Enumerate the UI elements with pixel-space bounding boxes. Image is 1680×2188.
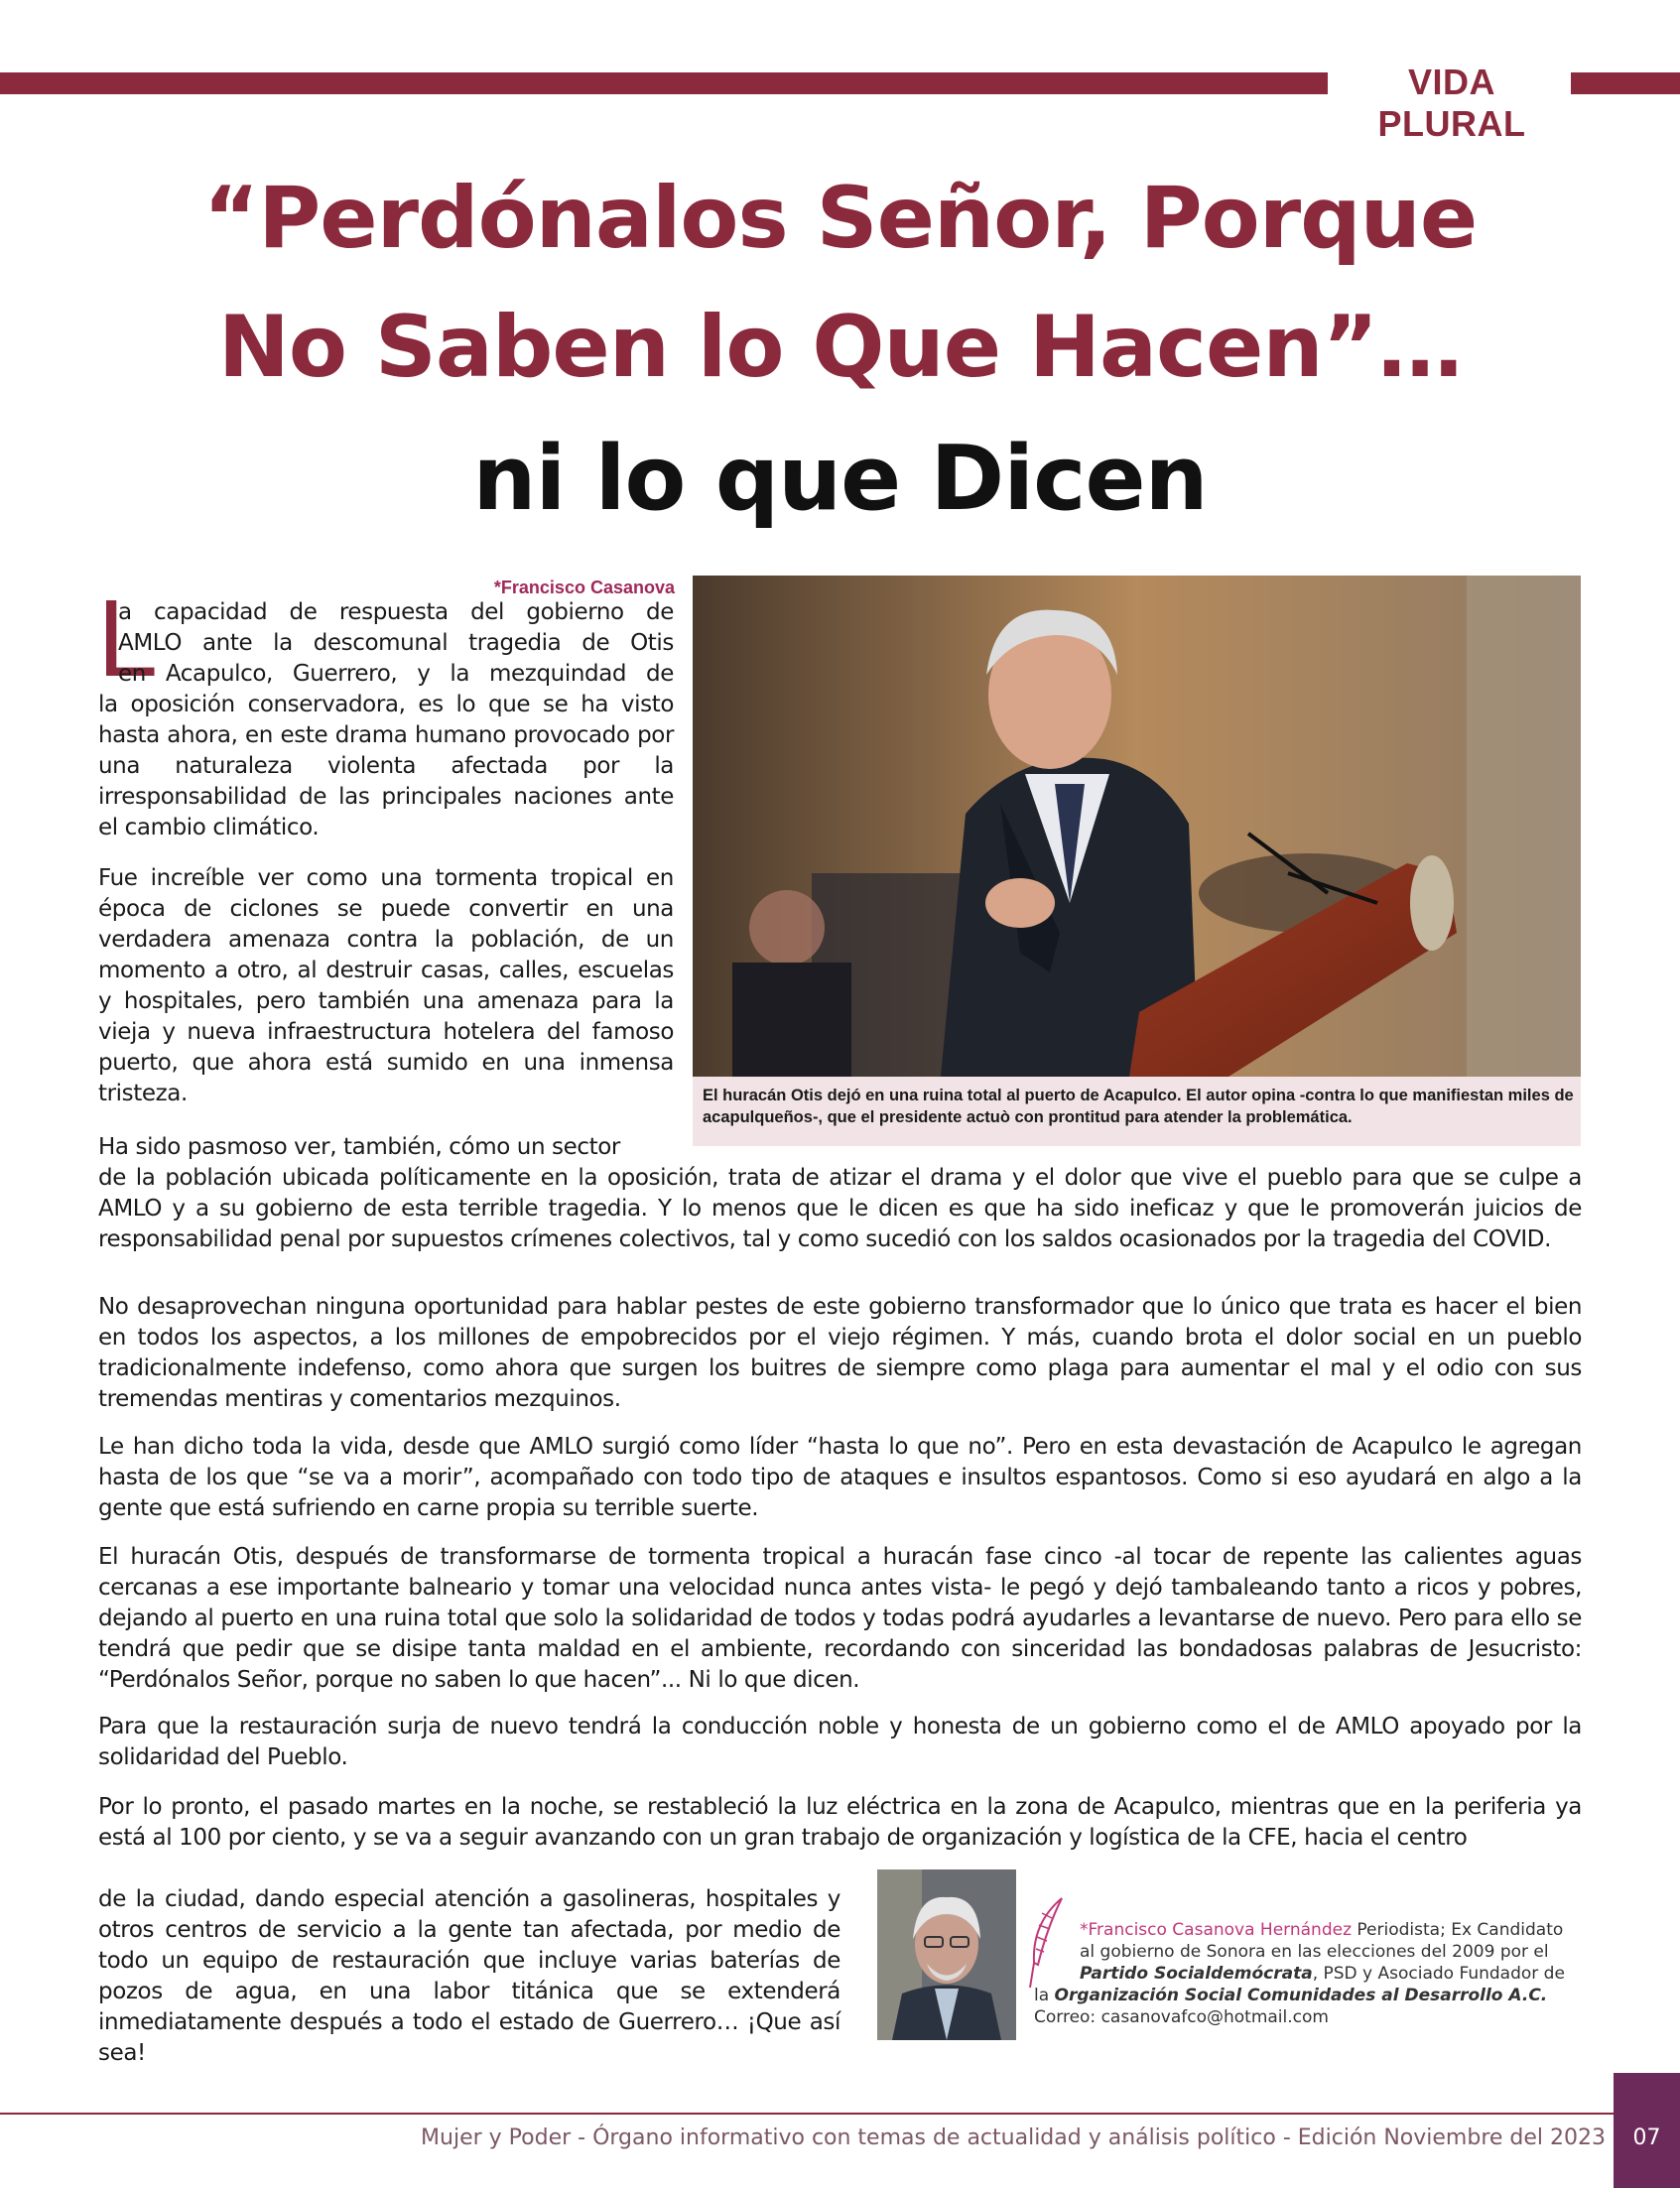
header-rule-right	[1571, 72, 1680, 94]
headline-line-1: “Perdónalos Señor, Porque	[202, 169, 1478, 268]
drop-cap: L	[97, 578, 159, 700]
author-photo	[877, 1869, 1016, 2040]
p1-rest: la oposición conservadora, es lo que se ha visto hasta ahora, en este drama humano provocado por una naturaleza violenta afectada por la irresponsabilidad de las principales naciones ante el cambio climático.	[98, 692, 674, 840]
bio-main	[1034, 1919, 1570, 1985]
p1-line-3: en Acapulco, Guerrero, y la mezquindad de	[118, 661, 674, 687]
bio-author-name: *Francisco Casanova Hernández	[1080, 1920, 1352, 1940]
page-number: 07	[1632, 2125, 1661, 2150]
byline: *Francisco Casanova	[493, 578, 675, 597]
bio-text-3: la	[1034, 1986, 1055, 2005]
article-paragraph-6: El huracán Otis, después de transformarse de tormenta tropical a huracán fase cinco -al tocar de repente las calientes aguas cercanas a ese importante balneario y tomar una velocidad nunca antes vista- le pegó y dejó tambaleando tanto a ricos y pobres, dejando al puerto en una ruina total que solo la solidaridad de todos y todas podrá ayudarles a levantarse de nuevo. Pero para ello se tendrá que pedir que se disipe tanta maldad en el ambiente, recordando con sinceridad las bondadosas palabras de Jesucristo: “Perdónalos Señor, porque no saben lo que hacen”... Ni lo que dicen.	[98, 1544, 1582, 1693]
p1-line-1: a capacidad de respuesta del gobierno de	[118, 599, 674, 625]
header-rule-left	[0, 72, 1328, 94]
article-paragraph-5: Le han dicho toda la vida, desde que AMLO surgió como líder “hasta lo que no”. Pero en esta devastación de Acapulco le agregan hasta de los que “se va a morir”, acompañado con todo tipo de ataques e insultos espantosos. Como si eso ayudará en algo a la gente que está sufriendo en carne propia su terrible suerte.	[98, 1434, 1582, 1521]
headline-line-2: No Saben lo Que Hacen”…	[217, 298, 1463, 397]
article-paragraph-7: Para que la restauración surja de nuevo tendrá la conducción noble y honesta de un gobierno como el de AMLO apoyado por la solidaridad del Pueblo.	[98, 1714, 1582, 1770]
bio-org-line	[1034, 1985, 1570, 2006]
article-paragraph-3-start: Ha sido pasmoso ver, también, cómo un sector	[98, 1134, 620, 1160]
bio-text-2: , PSD y Asociado Fundador de	[1312, 1964, 1565, 1984]
footer-text: Mujer y Poder - Órgano informativo con temas de actualidad y análisis político - Edición Noviembre del 2023	[421, 2125, 1606, 2150]
bio-party: Partido Socialdemócrata	[1080, 1964, 1313, 1984]
article-paragraph-8-start: Por lo pronto, el pasado martes en la noche, se restableció la luz eléctrica en la zona de Acapulco, mientras que en la periferia ya está al 100 por ciento, y se va a seguir avanzando con un gran trabajo de organización y logística de la CFE, hacia el centro	[98, 1794, 1582, 1851]
headline-line-3: ni lo que Dicen	[472, 427, 1208, 531]
article-paragraph-2: Fue increíble ver como una tormenta tropical en época de ciclones se puede convertir en una verdadera amenaza contra la población, de un momento a otro, al destruir casas, calles, escuelas y hospitales, pero también una amenaza para la vieja y nueva infraestructura hotelera del famoso puerto, que ahora está sumido en una inmensa tristeza.	[98, 865, 674, 1106]
section-tag: VIDA PLURAL	[1377, 62, 1526, 144]
article-paragraph-1	[98, 597, 674, 843]
photo-caption: El huracán Otis dejó en una ruina total al puerto de Acapulco. El autor opina -contra lo que manifiestan miles de acapulqueños-, que el presidente actuò con prontitud para atender la problemática.	[703, 1087, 1574, 1126]
bio-email: Correo: casanovafco@hotmail.com	[1034, 2007, 1329, 2027]
bio-organization: Organización Social Comunidades al Desarrollo A.C.	[1054, 1986, 1548, 2005]
article-paragraph-3: de la población ubicada políticamente en la oposición, trata de atizar el drama y el dolor que vive el pueblo para que se culpe a AMLO y a su gobierno de esta terrible tragedia. Y lo menos que le dicen es que ha sido ineficaz y que le promoverán juicios de responsabilidad penal por supuestos crímenes colectivos, tal y como sucedió con los saldos ocasionados por la tragedia del COVID.	[98, 1165, 1582, 1252]
article-paragraph-4: No desaprovechan ninguna oportunidad para hablar pestes de este gobierno transformador que lo único que trata es hacer el bien en todos los aspectos, a los millones de empobrecidos por el viejo régimen. Y más, cuando brota el dolor social en un pueblo tradicionalmente indefenso, como ahora que surgen los buitres de siempre como plaga para aumentar el mal y el odio con sus tremendas mentiras y comentarios mezquinos.	[98, 1294, 1582, 1412]
footer-rule	[0, 2113, 1614, 2115]
author-bio	[1034, 1919, 1570, 2028]
article-paragraph-8: de la ciudad, dando especial atención a gasolineras, hospitales y otros centros de servicio a la gente tan afectada, por medio de todo un equipo de restauración que incluye varias baterías de pozos de agua, en una labor titánica que se extenderá inmediatamente después a todo el estado de Guerrero… ¡Que así sea!	[98, 1886, 840, 2066]
bio-text-1: Periodista; Ex Candidato al gobierno de Sonora en las elecciones del 2009 por el	[1080, 1920, 1564, 1962]
article-photo	[693, 576, 1581, 1077]
p1-line-2: AMLO ante la descomunal tragedia de Otis	[118, 630, 674, 656]
